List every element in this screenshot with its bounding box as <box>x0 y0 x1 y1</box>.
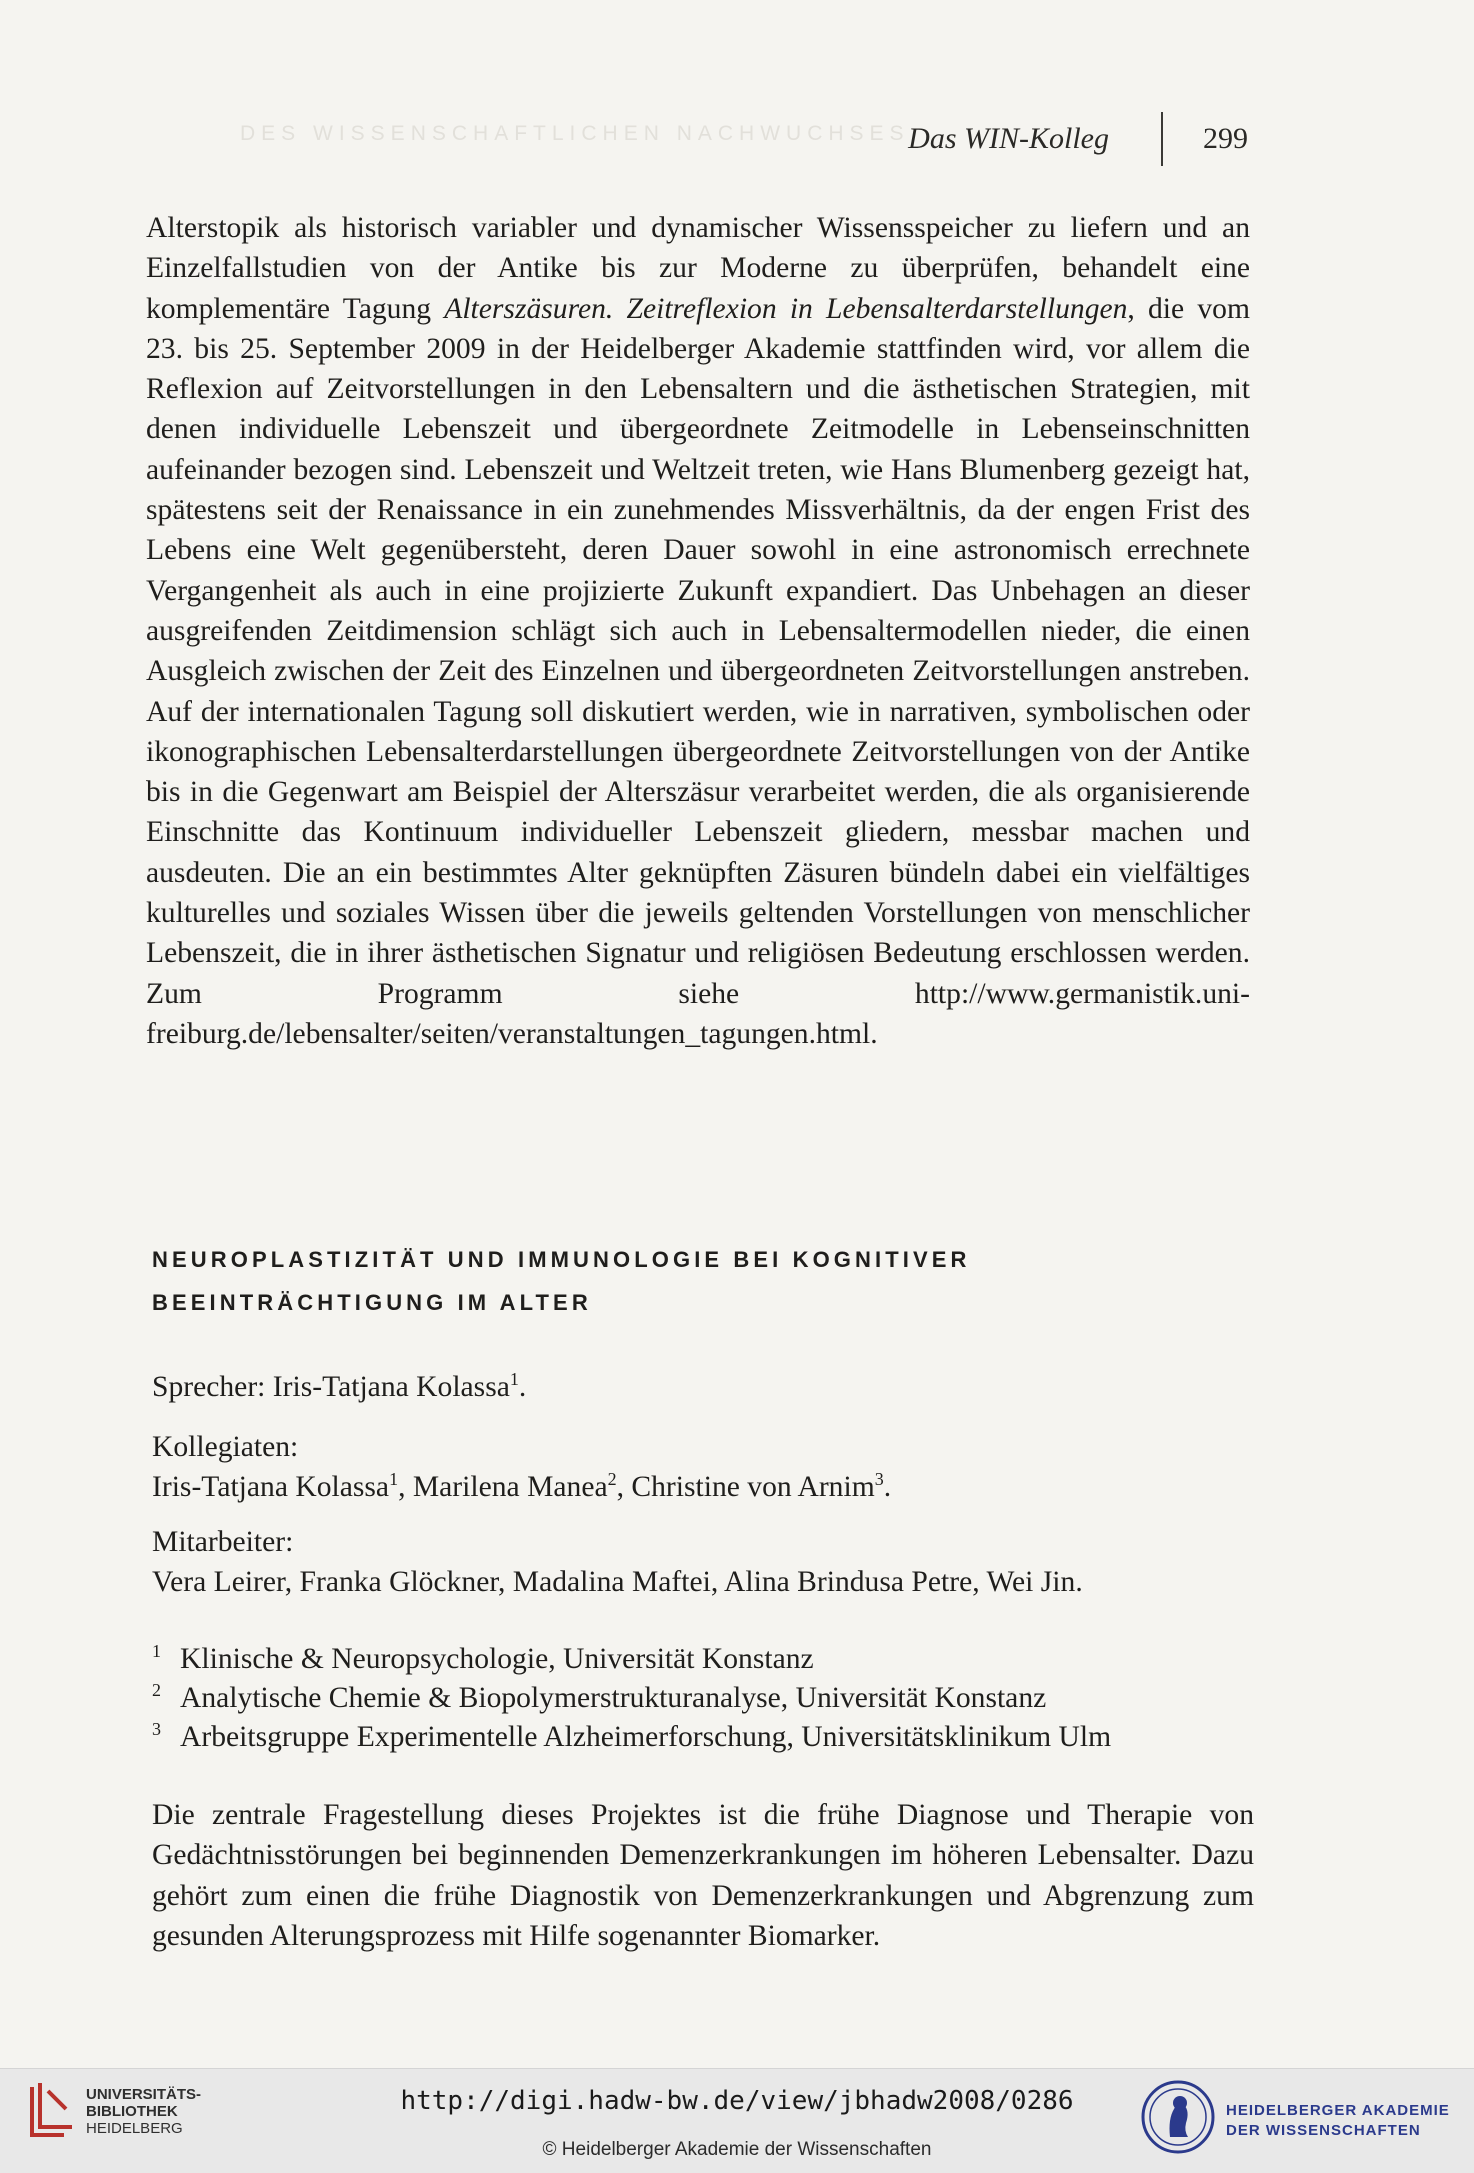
affiliation-item <box>152 1640 1111 1679</box>
affiliation-text: Klinische & Neuropsychologie, Universität Konstanz <box>180 1643 814 1675</box>
academy-seal-icon <box>1140 2079 1216 2155</box>
staff-label: Mitarbeiter: <box>152 1526 294 1558</box>
heading-line-2: BEEINTRÄCHTIGUNG IM ALTER <box>152 1290 592 1315</box>
bleed-through-text: DES WISSENSCHAFTLICHEN NACHWUCHSES <box>240 122 910 145</box>
permalink-url[interactable]: http://digi.hadw-bw.de/view/jbhadw2008/0286 <box>400 2086 1074 2116</box>
staff-list: Vera Leirer, Franka Glöckner, Madalina Maftei, Alina Brindusa Petre, Wei Jin. <box>152 1566 1083 1598</box>
library-name: UNIVERSITÄTS- BIBLIOTHEK HEIDELBERG <box>86 2086 202 2137</box>
paragraph-tagung <box>146 208 1250 1054</box>
running-title: Das WIN-Kolleg <box>908 122 1109 155</box>
page-number: 299 <box>1203 122 1248 155</box>
section-heading <box>152 1238 1152 1324</box>
colleagues-block <box>152 1427 1252 1507</box>
staff-block <box>152 1522 1252 1602</box>
affiliation-text: Analytische Chemie & Biopolymerstrukturanalyse, Universität Konstanz <box>180 1682 1047 1714</box>
affiliation-mark: 1 <box>152 1641 161 1661</box>
paragraph-text-continued: , die vom 23. bis 25. September 2009 in der Heidelberger Akademie stattfinden wird, vor allem die Reflexion auf Zeitvorstellungen in den Lebensaltern und die ästhetischen Strategien, mit denen individuelle Lebenszeit und übergeordnete Zeitmodelle in Lebenseinschnitten aufeinander bezogen sind. Lebenszeit und Weltzeit treten, wie Hans Blumenberg gezeigt hat, spätestens seit der Renaissance in ein zunehmendes Missverhältnis, da der engen Frist des Lebens eine Welt gegenübersteht, deren Dauer sowohl in eine astronomisch errechnete Vergangenheit als auch in eine projizierte Zukunft expandiert. Das Unbehagen an dieser ausgreifenden Zeitdimension schlägt sich auch in Lebensaltermodellen nieder, die einen Ausgleich zwischen der Zeit des Einzelnen und übergeordneten Zeitvorstellungen anstreben. Auf der internationalen Tagung soll diskutiert werden, wie in narrativen, symbolischen oder ikonographischen Lebensalterdarstellungen übergeordnete Zeitvorstellungen von der Antike bis in die Gegenwart am Beispiel der Alterszäsur verarbeitet werden, die als organisierende Einschnitte das Kontinuum individueller Lebenszeit gliedern, messbar machen und ausdeuten. Die an ein bestimmtes Alter geknüpften Zäsuren bündeln dabei ein vielfältiges kulturelles und soziales Wissen über die jeweils geltenden Vorstellungen von menschlicher Lebenszeit, die in ihrer ästhetischen Signatur und religiösen Bedeutung erschlossen werden. Zum Programm siehe http://www.germanistik.uni-freiburg.de/lebensalter/seiten/veranstaltungen_tagungen.html. <box>146 292 1250 1050</box>
running-header <box>908 112 1248 166</box>
affiliation-mark: 2 <box>152 1680 161 1700</box>
viewer-footer <box>0 2068 1474 2173</box>
conference-title: Alterszäsuren. Zeitreflexion in Lebensalterdarstellungen <box>444 292 1128 325</box>
affiliations-list <box>152 1640 1111 1757</box>
affiliation-text: Arbeitsgruppe Experimentelle Alzheimerforschung, Universitätsklinikum Ulm <box>180 1721 1112 1753</box>
paragraph-text: Alterstopik als historisch variabler und dynamischer Wissensspeicher zu liefern und an Einzelfallstudien von der Antike bis zur Moderne zu überprüfen, behandelt eine komplementäre Tagung <box>146 212 1250 325</box>
affiliation-mark: 3 <box>152 1719 161 1739</box>
academy-name: HEIDELBERGER AKADEMIE DER WISSENSCHAFTEN <box>1226 2102 1450 2139</box>
speaker-line: Sprecher: Iris-Tatjana Kolassa$^1$. <box>152 1369 527 1403</box>
paragraph-project: Die zentrale Fragestellung dieses Projektes ist die frühe Diagnose und Therapie von Gedächtnisstörungen bei beginnenden Demenzerkrankungen im höheren Lebensalter. Dazu gehört zum einen die frühe Diagnostik von Demenzerkrankungen und Abgrenzung zum gesunden Alterungsprozess mit Hilfe sogenannter Biomarker. <box>152 1799 1254 1952</box>
colleagues-label: Kollegiaten: <box>152 1431 299 1463</box>
affiliation-item <box>152 1679 1111 1718</box>
copyright-notice: © Heidelberger Akademie der Wissenschaften <box>542 2139 932 2160</box>
heading-line-1: NEUROPLASTIZITÄT UND IMMUNOLOGIE BEI KOGNITIVER <box>152 1247 971 1272</box>
header-divider <box>1161 112 1163 166</box>
colleagues-list: Iris-Tatjana Kolassa$^1$, Marilena Manea$^2$, Christine von Arnim$^3$. <box>152 1469 892 1503</box>
affiliation-item <box>152 1718 1111 1757</box>
